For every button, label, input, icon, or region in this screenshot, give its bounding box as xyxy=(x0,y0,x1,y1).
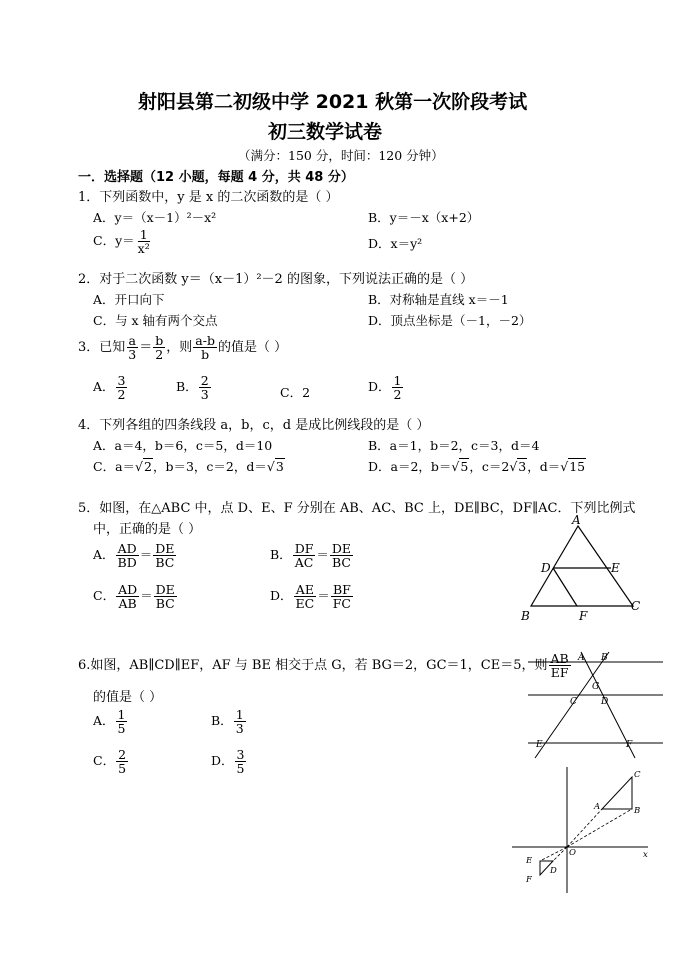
q3-frac-3 xyxy=(193,334,217,361)
q6-b-label: B． xyxy=(211,713,233,729)
q5-a1-den: BD xyxy=(117,555,137,571)
q6-c-den: 5 xyxy=(118,761,127,777)
q3-eq: ＝ xyxy=(139,340,153,356)
exam-subtitle: 初三数学试卷 xyxy=(268,121,383,143)
q6-b-den: 3 xyxy=(235,721,244,737)
q3-b-num: 2 xyxy=(200,373,209,388)
q4-option-a: A．a＝4，b＝6，c＝5，d＝10 xyxy=(93,438,273,453)
label-d: D xyxy=(550,866,557,876)
q3-suffix: 的值是（ ） xyxy=(217,340,288,356)
q5-a2-num: DE xyxy=(155,541,175,556)
q6-option-d xyxy=(211,748,247,775)
q4-d-rad2: 3 xyxy=(518,459,527,474)
label-d: D xyxy=(601,697,609,707)
q6-frac-num: AB xyxy=(550,651,569,666)
q6-option-a xyxy=(93,708,128,735)
dash-od xyxy=(553,847,567,861)
q3-b-den: 3 xyxy=(200,387,209,403)
q6-c-label: C． xyxy=(93,753,116,769)
q4-c-rad1: 2 xyxy=(143,459,152,474)
label-a: A xyxy=(594,802,601,812)
section-heading: 一．选择题（12 小题，每题 4 分，共 48 分） xyxy=(78,170,354,185)
q3-a-num: 3 xyxy=(117,373,126,388)
q4-d-mid2: ，d＝√ xyxy=(527,459,569,474)
q5-d1-den: EC xyxy=(295,596,315,612)
label-g: G xyxy=(592,682,600,692)
q3-prefix: 3．已知 xyxy=(78,340,126,356)
q5-d2-num: BF xyxy=(332,582,351,597)
q6-a-label: A． xyxy=(93,713,115,729)
segment-df xyxy=(553,568,577,606)
q5-c1-den: AB xyxy=(118,596,137,612)
q5-triangle-figure xyxy=(515,512,645,627)
q1-option-a: A．y＝（x－1）²－x² xyxy=(93,210,217,225)
q5-c-frac1 xyxy=(116,583,139,610)
q4-c-pre: C．a＝√ xyxy=(93,459,143,474)
q4-stem: 4．下列各组的四条线段 a，b，c，d 是成比例线段的是（ ） xyxy=(78,418,430,433)
q4-d-pre: D．a＝2，b＝√ xyxy=(368,459,460,474)
q3-f2-num: b xyxy=(155,333,164,348)
q3-b-frac xyxy=(199,374,211,401)
q4-d-mid: ，c＝2√ xyxy=(469,459,518,474)
q4-c-rad2: 3 xyxy=(275,459,284,474)
q3-a-frac xyxy=(116,374,128,401)
q5-d-label: D． xyxy=(270,588,293,604)
q4-option-b: B．a＝1，b＝2，c＝3，d＝4 xyxy=(368,438,540,453)
q5-a-eq: ＝ xyxy=(139,547,153,563)
q3-option-b xyxy=(176,374,212,401)
q3-stem xyxy=(78,334,287,361)
q3-f1-num: a xyxy=(128,333,136,348)
triangle-abc xyxy=(602,777,632,809)
exam-title: 射阳县第二初级中学 2021 秋第一次阶段考试 xyxy=(138,91,528,113)
q6-a-num: 1 xyxy=(117,707,126,722)
q3-frac-2 xyxy=(153,334,165,361)
q6-stem xyxy=(78,652,572,679)
q5-a1-num: AD xyxy=(117,541,137,556)
q2-option-a: A．开口向下 xyxy=(93,292,165,307)
q3-f1-den: 3 xyxy=(128,347,137,363)
q6-c-frac xyxy=(116,748,128,775)
q5-d2-den: FC xyxy=(332,596,351,612)
q5-c-frac2 xyxy=(154,583,177,610)
q5-a2-den: BC xyxy=(155,555,175,571)
q5-c-eq: ＝ xyxy=(140,588,153,604)
q6-parallel-lines-figure xyxy=(518,640,668,765)
q3-a-label: A． xyxy=(93,379,115,395)
q2-option-d: D．顶点坐标是（－1，－2） xyxy=(368,313,532,328)
label-x: x xyxy=(643,850,648,860)
q1-option-c xyxy=(93,228,153,255)
q5-line2: 中，正确的是（ ） xyxy=(93,522,202,537)
q6-d-label: D． xyxy=(211,753,234,769)
q3-f3-num: a-b xyxy=(195,333,215,348)
q5-c-label: C． xyxy=(93,588,116,604)
q5-option-d xyxy=(270,583,354,610)
q5-b2-num: DE xyxy=(331,541,352,556)
q3-d-label: D． xyxy=(368,379,391,395)
label-f: F xyxy=(626,740,633,750)
label-a: A xyxy=(578,653,585,663)
q3-a-den: 2 xyxy=(117,387,126,403)
q3-d-num: 1 xyxy=(393,373,402,388)
q6-d-num: 3 xyxy=(236,747,245,762)
q5-line1: 5．如图，在△ABC 中，点 D、E、F 分别在 AB、AC、BC 上，DE∥BC，DF∥AC．下列比例式 xyxy=(78,501,636,516)
coordinate-figure xyxy=(510,765,660,895)
q5-c2-num: DE xyxy=(155,582,175,597)
q6-frac-den: EF xyxy=(550,665,569,681)
q5-option-c xyxy=(93,583,178,610)
q6-option-c xyxy=(93,748,129,775)
q3-mid: ，则 xyxy=(166,340,193,356)
q4-d-rad3: 15 xyxy=(569,459,586,474)
q3-option-c: C．2 xyxy=(280,385,311,400)
q5-option-b xyxy=(270,542,354,569)
q5-c2-den: BC xyxy=(155,596,175,612)
label-f: F xyxy=(526,875,532,885)
label-e: E xyxy=(536,740,543,750)
q6-b-num: 1 xyxy=(235,707,244,722)
label-e: E xyxy=(611,561,620,575)
q5-b1-num: DF xyxy=(294,541,314,556)
q4-c-mid: ，b＝3，c＝2，d＝√ xyxy=(152,459,275,474)
dash-ob xyxy=(567,809,632,847)
label-c: C xyxy=(570,697,577,707)
dash-oa xyxy=(567,809,602,847)
q1-stem: 1．下列函数中，y 是 x 的二次函数的是（ ） xyxy=(78,190,339,205)
q5-b1-den: AC xyxy=(294,555,314,571)
q3-d-frac xyxy=(392,374,404,401)
label-b: B xyxy=(634,806,641,816)
q1-c-denominator: x² xyxy=(137,241,150,257)
q4-option-d xyxy=(368,457,586,475)
q2-option-b: B．对称轴是直线 x＝－1 xyxy=(368,292,509,307)
q3-f2-den: 2 xyxy=(155,347,164,363)
q6-c-num: 2 xyxy=(118,747,127,762)
q5-a-label: A． xyxy=(93,547,115,563)
q5-option-a xyxy=(93,542,177,569)
label-c: C xyxy=(634,770,641,780)
q3-b-label: B． xyxy=(176,379,198,395)
dash-oe xyxy=(540,847,567,861)
q6-d-den: 5 xyxy=(236,761,245,777)
q1-fraction xyxy=(136,228,152,255)
q6-a-den: 5 xyxy=(117,721,126,737)
label-e: E xyxy=(526,856,533,866)
q2-stem: 2．对于二次函数 y＝（x－1）²－2 的图象，下列说法正确的是（ ） xyxy=(78,272,474,287)
q1-c-numerator: 1 xyxy=(139,227,148,242)
label-o: O xyxy=(569,848,576,858)
q5-b-eq: ＝ xyxy=(316,547,329,563)
q1-option-d: D．x＝y² xyxy=(368,236,423,251)
label-b: B xyxy=(601,653,608,663)
q3-d-den: 2 xyxy=(393,387,402,403)
q5-d-frac2 xyxy=(331,583,353,610)
q5-a-frac2 xyxy=(153,542,176,569)
label-f: F xyxy=(579,609,588,623)
q6-a-frac xyxy=(116,708,128,735)
q6-line2: 的值是（ ） xyxy=(93,690,163,705)
q5-d-frac1 xyxy=(294,583,317,610)
q5-d1-num: AE xyxy=(295,582,314,597)
q6-b-frac xyxy=(234,708,246,735)
label-c: C xyxy=(631,599,641,613)
q6-option-b xyxy=(211,708,247,735)
q3-f3-den: b xyxy=(201,347,210,363)
exam-meta: （满分：150 分，时间：120 分钟） xyxy=(238,148,444,163)
q5-b-label: B． xyxy=(270,547,292,563)
q4-option-c xyxy=(93,457,285,475)
q5-c1-num: AD xyxy=(118,582,138,597)
q1-option-b: B．y＝－x（x+2） xyxy=(368,210,480,225)
q4-d-rad1: 5 xyxy=(460,459,469,474)
q5-b-frac1 xyxy=(293,542,316,569)
q6-d-frac xyxy=(235,748,247,775)
q5-b-frac2 xyxy=(330,542,353,569)
q3-option-d xyxy=(368,374,404,401)
q2-option-c: C．与 x 轴有两个交点 xyxy=(93,313,218,328)
q3-option-a xyxy=(93,374,128,401)
q5-b2-den: BC xyxy=(331,555,351,571)
q6-stem-text: 6.如图，AB∥CD∥EF，AF 与 BE 相交于点 G，若 BG＝2，GC＝1，CE＝5，则 xyxy=(78,658,548,674)
q3-frac-1 xyxy=(126,334,138,361)
q5-d-eq: ＝ xyxy=(317,588,330,604)
q1-option-c-prefix: C．y＝ xyxy=(93,233,135,249)
label-d: D xyxy=(541,561,551,575)
q5-a-frac1 xyxy=(116,542,139,569)
label-a: A xyxy=(572,513,581,527)
label-b: B xyxy=(521,609,530,623)
